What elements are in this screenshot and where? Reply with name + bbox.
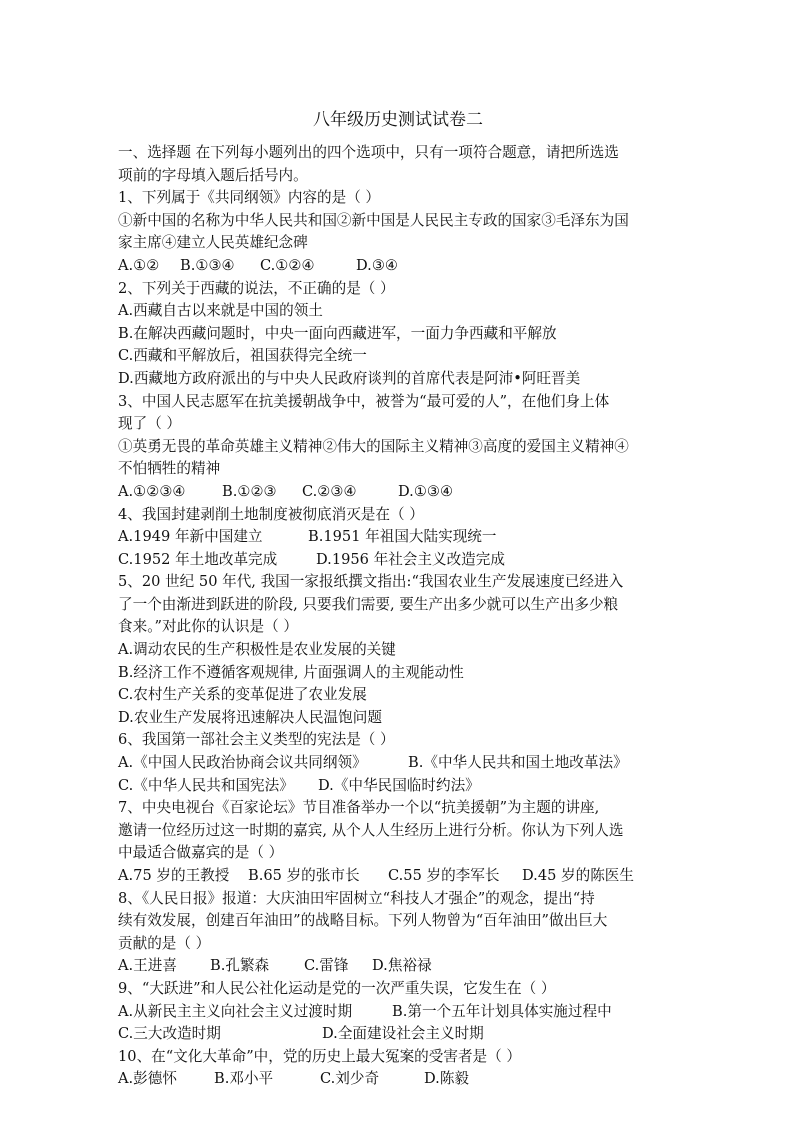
option-d: D.1956 年社会主义改造完成 [316, 550, 505, 568]
section-intro-line-1: 一、选择题 在下列每小题列出的四个选项中，只有一项符合题意，请把所选选 [118, 144, 619, 161]
option-c: C.农村生产关系的变革促进了农业发展 [118, 686, 367, 704]
question-stem: ①英勇无畏的革命英雄主义精神②伟大的国际主义精神③高度的爱国主义精神④ [118, 437, 629, 455]
question-stem: 4、我国封建剥削土地制度被彻底消灭是在（ ） [118, 505, 424, 523]
option-c: C.《中华人民共和国宪法》 [118, 776, 294, 794]
option-a: A.王进喜 [118, 957, 177, 975]
question-stem: 5、20 世纪 50 年代, 我国一家报纸撰文指出:“我国农业生产发展速度已经进入 [118, 573, 624, 591]
option-row [118, 955, 678, 978]
option-a: A.1949 年新中国建立 [118, 528, 263, 546]
question-7 [118, 797, 678, 887]
question-stem: 9、“大跃进”和人民公社化运动是党的一次严重失误，它发生在（ ） [118, 979, 556, 997]
option-c: C.刘少奇 [320, 1070, 380, 1088]
option-c: C.三大改造时期 [118, 1025, 221, 1043]
option-b: B.第一个五年计划具体实施过程中 [392, 1002, 612, 1020]
option-a: A.①② [118, 256, 160, 274]
question-stem: 1、下列属于《共同纲领》内容的是（ ） [118, 189, 381, 207]
option-c: C.①②④ [260, 256, 315, 274]
question-stem: 了一个由渐进到跃进的阶段, 只要我们需要, 要生产出多少就可以生产出多少粮 [118, 595, 619, 613]
option-row [118, 481, 678, 504]
option-c: C.雷锋 [304, 957, 349, 975]
option-b: B.邓小平 [214, 1070, 274, 1088]
question-10 [118, 1046, 678, 1091]
option-a: A.75 岁的王教授 [118, 867, 230, 884]
option-a: A.调动农民的生产积极性是农业发展的关键 [118, 641, 396, 659]
option-row [118, 549, 678, 572]
option-b: B.孔繁森 [210, 957, 270, 975]
option-row [118, 1023, 678, 1046]
option-d: D.农业生产发展将迅速解决人民温饱问题 [118, 708, 382, 726]
option-d: D.陈毅 [424, 1070, 470, 1088]
question-stem: 不怕牺牲的精神 [118, 460, 221, 478]
option-d: D.全面建设社会主义时期 [322, 1025, 484, 1043]
option-b: B.①②③ [222, 482, 277, 500]
option-row [118, 1001, 678, 1024]
option-row [118, 865, 678, 888]
question-stem: 3、中国人民志愿军在抗美援朝战争中，被誉为“最可爱的人”，在他们身上体 [118, 392, 610, 410]
question-9 [118, 978, 678, 1046]
question-stem: 8、《人民日报》报道：大庆油田牢固树立“科技人才强企”的观念，提出“持 [118, 889, 595, 907]
option-d: D.焦裕禄 [372, 957, 432, 975]
option-c: C.西藏和平解放后，祖国获得完全统一 [118, 347, 367, 365]
option-c: C.1952 年土地改革完成 [118, 550, 278, 568]
question-stem: 中最适合做嘉宾的是（ ） [118, 844, 284, 862]
option-a: A.从新民主主义向社会主义过渡时期 [118, 1002, 353, 1020]
option-d: D.《中华民国临时约法》 [318, 776, 480, 794]
option-a: A.①②③④ [118, 482, 186, 500]
option-a: A.西藏自古以来就是中国的领土 [118, 302, 323, 320]
option-b: B.《中华人民共和国土地改革法》 [408, 754, 628, 772]
question-4 [118, 504, 678, 572]
question-1 [118, 187, 678, 277]
question-stem: 现了（ ） [118, 415, 182, 433]
option-row [118, 1068, 678, 1091]
option-c: C.②③④ [302, 482, 357, 500]
question-stem: 6、我国第一部社会主义类型的宪法是（ ） [118, 731, 395, 749]
option-b: B.①③④ [180, 256, 235, 274]
option-b: B.65 岁的张市长 [248, 867, 360, 884]
question-8 [118, 888, 678, 978]
page-title: 八年级历史测试试卷二 [313, 110, 483, 130]
question-stem: 7、中央电视台《百家论坛》节目准备举办一个以“抗美援朝”为主题的讲座, [118, 799, 600, 817]
option-row [118, 526, 678, 549]
option-row [118, 752, 678, 775]
option-row [118, 255, 678, 278]
option-d: D.45 岁的陈医生 [522, 867, 634, 884]
question-stem: 10、在“文化大革命”中，党的历史上最大冤案的受害者是（ ） [118, 1047, 521, 1065]
option-b: B.1951 年祖国大陆实现统一 [308, 528, 497, 546]
question-stem: 家主席④建立人民英雄纪念碑 [118, 234, 308, 252]
option-a: A.彭德怀 [118, 1070, 177, 1088]
option-d: D.①③④ [398, 482, 454, 500]
option-d: D.西藏地方政府派出的与中央人民政府谈判的首席代表是阿沛•阿旺晋美 [118, 369, 581, 387]
question-stem: 续有效发展，创建百年油田”的战略目标。下列人物曾为“百年油田”做出巨大 [118, 912, 608, 930]
question-6 [118, 729, 678, 797]
option-c: C.55 岁的李军长 [388, 867, 500, 884]
option-d: D.③④ [356, 256, 398, 274]
section-intro-line-2: 项前的字母填入题后括号内。 [118, 166, 308, 184]
option-b: B.在解决西藏问题时，中央一面向西藏进军，一面力争西藏和平解放 [118, 324, 557, 342]
question-stem: 食来。”对此你的认识是（ ） [118, 618, 298, 636]
exam-page [118, 100, 678, 1091]
question-stem: ①新中国的名称为中华人民共和国②新中国是人民民主专政的国家③毛泽东为国 [118, 211, 629, 229]
question-stem: 2、下列关于西藏的说法，不正确的是（ ） [118, 279, 395, 297]
question-stem: 贡献的是（ ） [118, 934, 211, 952]
question-2 [118, 278, 678, 391]
option-a: A.《中国人民政治协商会议共同纲领》 [118, 754, 367, 772]
option-row [118, 775, 678, 798]
question-stem: 邀请一位经历过这一时期的嘉宾, 从个人人生经历上进行分析。你认为下列人选 [118, 821, 624, 839]
question-3 [118, 391, 678, 504]
question-5 [118, 571, 678, 729]
option-b: B.经济工作不遵循客观规律, 片面强调人的主观能动性 [118, 663, 464, 681]
